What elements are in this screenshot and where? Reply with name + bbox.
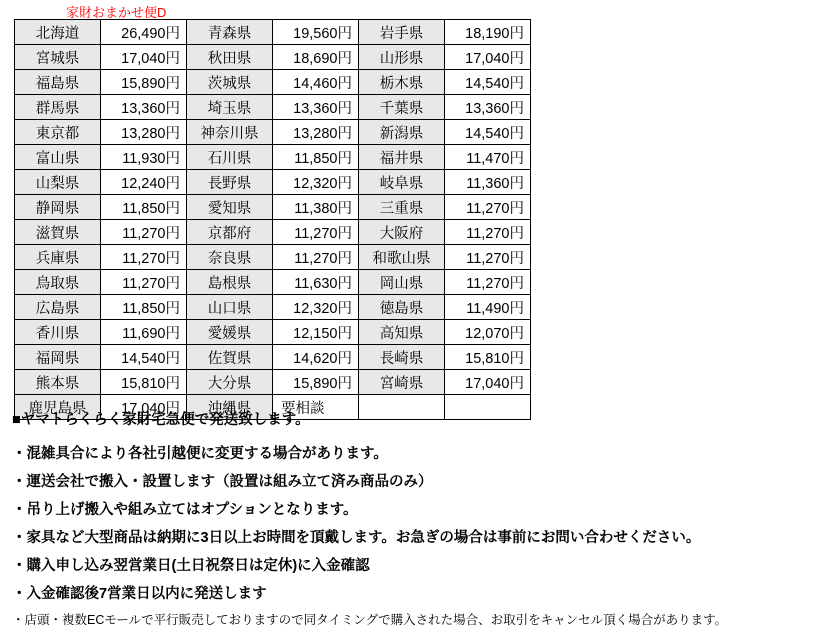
prefecture-cell: 群馬県 (15, 95, 101, 120)
price-cell: 12,070円 (445, 320, 531, 345)
price-cell: 17,040円 (101, 395, 187, 420)
prefecture-cell: 岩手県 (359, 20, 445, 45)
table-row (15, 195, 531, 220)
price-cell: 15,810円 (101, 370, 187, 395)
price-cell: 11,930円 (101, 145, 187, 170)
prefecture-cell: 兵庫県 (15, 245, 101, 270)
prefecture-cell: 神奈川県 (187, 120, 273, 145)
prefecture-cell: 熊本県 (15, 370, 101, 395)
price-cell: 11,270円 (445, 245, 531, 270)
note-line: ・入金確認後7営業日以内に発送します (12, 586, 267, 602)
price-cell: 11,850円 (273, 145, 359, 170)
price-cell: 11,380円 (273, 195, 359, 220)
prefecture-cell: 愛媛県 (187, 320, 273, 345)
price-cell: 17,040円 (101, 45, 187, 70)
price-cell: 11,470円 (445, 145, 531, 170)
prefecture-cell: 宮城県 (15, 45, 101, 70)
price-cell: 14,460円 (273, 70, 359, 95)
price-cell: 15,890円 (101, 70, 187, 95)
price-cell: 15,810円 (445, 345, 531, 370)
prefecture-cell: 石川県 (187, 145, 273, 170)
price-cell: 11,850円 (101, 295, 187, 320)
prefecture-cell: 埼玉県 (187, 95, 273, 120)
price-cell: 13,360円 (445, 95, 531, 120)
table-row (15, 270, 531, 295)
table-row (15, 345, 531, 370)
prefecture-cell: 山口県 (187, 295, 273, 320)
table-row (15, 120, 531, 145)
prefecture-cell: 島根県 (187, 270, 273, 295)
price-cell: 11,490円 (445, 295, 531, 320)
price-cell: 18,190円 (445, 20, 531, 45)
note-line: ・購入申し込み翌営業日(土日祝祭日は定休)に入金確認 (12, 558, 370, 574)
price-cell: 13,280円 (273, 120, 359, 145)
prefecture-cell: 富山県 (15, 145, 101, 170)
prefecture-cell: 秋田県 (187, 45, 273, 70)
price-cell: 14,620円 (273, 345, 359, 370)
prefecture-cell: 新潟県 (359, 120, 445, 145)
price-cell: 13,280円 (101, 120, 187, 145)
price-cell: 14,540円 (445, 120, 531, 145)
price-cell: 11,850円 (101, 195, 187, 220)
price-cell: 12,150円 (273, 320, 359, 345)
prefecture-cell: 和歌山県 (359, 245, 445, 270)
prefecture-cell: 静岡県 (15, 195, 101, 220)
table-row (15, 95, 531, 120)
price-cell: 18,690円 (273, 45, 359, 70)
prefecture-cell: 奈良県 (187, 245, 273, 270)
price-cell: 12,320円 (273, 295, 359, 320)
prefecture-cell: 長野県 (187, 170, 273, 195)
price-cell: 19,560円 (273, 20, 359, 45)
price-cell: 11,270円 (101, 220, 187, 245)
prefecture-cell: 山形県 (359, 45, 445, 70)
note-line: ・家具など大型商品は納期に3日以上お時間を頂戴します。お急ぎの場合は事前にお問い合わせください。 (12, 530, 701, 546)
notes-section (12, 408, 812, 635)
table-row (15, 245, 531, 270)
price-cell: 26,490円 (101, 20, 187, 45)
table-row (15, 295, 531, 320)
note-line: ・運送会社で搬入・設置します（設置は組み立て済み商品のみ） (12, 474, 433, 490)
price-cell: 11,270円 (273, 245, 359, 270)
price-cell: 11,690円 (101, 320, 187, 345)
price-cell: 11,270円 (101, 270, 187, 295)
table-row (15, 70, 531, 95)
prefecture-cell: 沖縄県 (187, 395, 273, 420)
table-row (15, 45, 531, 70)
price-cell: 12,240円 (101, 170, 187, 195)
prefecture-cell: 千葉県 (359, 95, 445, 120)
prefecture-cell: 高知県 (359, 320, 445, 345)
price-cell: 13,360円 (101, 95, 187, 120)
price-cell: 17,040円 (445, 45, 531, 70)
prefecture-cell: 福島県 (15, 70, 101, 95)
note-line: ・混雑具合により各社引越便に変更する場合があります。 (12, 446, 388, 462)
prefecture-cell: 広島県 (15, 295, 101, 320)
table-row (15, 370, 531, 395)
prefecture-cell: 大分県 (187, 370, 273, 395)
price-cell: 14,540円 (445, 70, 531, 95)
prefecture-cell: 長崎県 (359, 345, 445, 370)
shipping-fee-table (14, 19, 531, 420)
prefecture-cell: 愛知県 (187, 195, 273, 220)
price-cell: 14,540円 (101, 345, 187, 370)
table-row (15, 170, 531, 195)
price-cell: 11,270円 (445, 270, 531, 295)
table-row (15, 220, 531, 245)
note-line: ・吊り上げ搬入や組み立てはオプションとなります。 (12, 502, 358, 518)
notes-small-print: ・店頭・複数ECモールで平行販売しておりますので同タイミングで購入された場合、お取引をキャンセル頂く場合があります。 (12, 613, 728, 627)
prefecture-cell: 北海道 (15, 20, 101, 45)
price-cell: 11,270円 (445, 220, 531, 245)
table-row (15, 320, 531, 345)
prefecture-cell: 鳥取県 (15, 270, 101, 295)
prefecture-cell: 大阪府 (359, 220, 445, 245)
price-note-cell: 要相談 (273, 395, 359, 420)
price-cell: 11,270円 (273, 220, 359, 245)
prefecture-cell: 茨城県 (187, 70, 273, 95)
prefecture-cell: 岡山県 (359, 270, 445, 295)
prefecture-cell: 青森県 (187, 20, 273, 45)
table-row (15, 20, 531, 45)
prefecture-cell: 佐賀県 (187, 345, 273, 370)
notes-list (12, 442, 812, 603)
prefecture-cell: 宮崎県 (359, 370, 445, 395)
price-cell: 15,890円 (273, 370, 359, 395)
prefecture-cell: 栃木県 (359, 70, 445, 95)
prefecture-cell: 岐阜県 (359, 170, 445, 195)
price-cell: 13,360円 (273, 95, 359, 120)
notes-heading: ■ヤマトらくらく家財宅急便で発送致します。 (12, 412, 310, 428)
prefecture-cell: 福井県 (359, 145, 445, 170)
price-cell: 11,270円 (445, 195, 531, 220)
prefecture-cell: 徳島県 (359, 295, 445, 320)
prefecture-cell: 東京都 (15, 120, 101, 145)
prefecture-cell: 京都府 (187, 220, 273, 245)
prefecture-cell: 滋賀県 (15, 220, 101, 245)
prefecture-cell: 福岡県 (15, 345, 101, 370)
table-row (15, 145, 531, 170)
price-cell: 11,360円 (445, 170, 531, 195)
prefecture-cell: 三重県 (359, 195, 445, 220)
page-title: 家財おまかせ便D (66, 5, 167, 20)
prefecture-cell: 香川県 (15, 320, 101, 345)
price-cell: 11,630円 (273, 270, 359, 295)
price-cell: 17,040円 (445, 370, 531, 395)
prefecture-cell: 鹿児島県 (15, 395, 101, 420)
fee-table-body (15, 20, 531, 420)
price-cell: 11,270円 (101, 245, 187, 270)
prefecture-cell: 山梨県 (15, 170, 101, 195)
price-cell: 12,320円 (273, 170, 359, 195)
